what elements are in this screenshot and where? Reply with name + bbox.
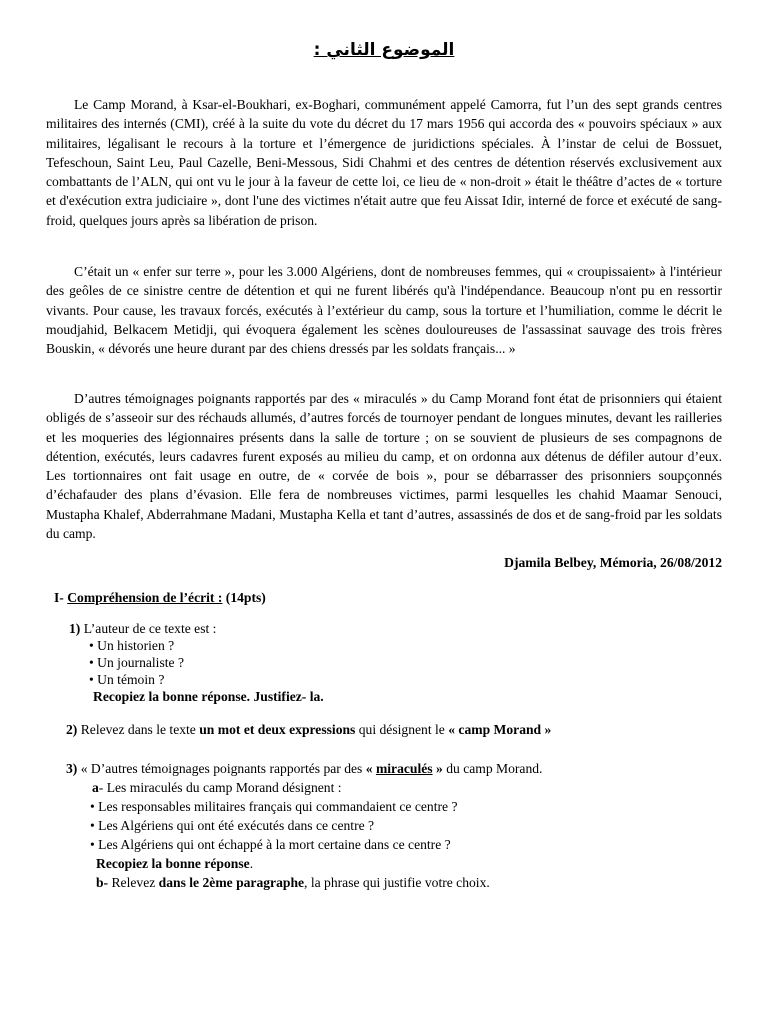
q3-option: • Les responsables militaires français qui commandaient ce centre ? — [90, 799, 458, 814]
q2-bold-b: « camp Morand » — [448, 722, 552, 737]
q2-bold-a: un mot et deux expressions — [199, 722, 356, 737]
q1-instruction: Recopiez la bonne réponse. Justifiez- la. — [93, 689, 324, 704]
q3-option: • Les Algériens qui ont été exécutés dans ce centre ? — [90, 818, 375, 833]
signature: Djamila Belbey, Mémoria, 26/08/2012 — [504, 555, 722, 570]
section-heading — [54, 588, 266, 607]
q3-b-text-b: , la phrase qui justifie votre choix. — [304, 875, 490, 890]
q3-quote-d: du camp Morand. — [442, 761, 543, 776]
q2-text-a: Relevez dans le texte — [77, 722, 200, 737]
q1-option: • Un historien ? — [89, 638, 175, 653]
q3-a-label: a — [92, 780, 99, 795]
q2-number: 2) — [66, 722, 78, 737]
section-title: Compréhension de l’écrit : — [67, 590, 223, 605]
question-1 — [69, 620, 324, 705]
q1-option: • Un journaliste ? — [89, 655, 184, 670]
q1-option: • Un témoin ? — [89, 672, 165, 687]
question-2 — [66, 720, 551, 739]
q1-number: 1) — [69, 621, 81, 636]
page-title: الموضوع الثاني : — [313, 40, 455, 60]
q3-b-label: b- — [96, 875, 109, 890]
question-3 — [66, 759, 542, 892]
q3-a-text: - Les miraculés du camp Morand désignent : — [98, 780, 342, 795]
q3-quote-word: miraculés — [375, 761, 433, 776]
paragraph-1: Le Camp Morand, à Ksar-el-Boukhari, ex-Boghari, communément appelé Camorra, fut l’un des sept grands centres militaires des internés (CMI), créé à la suite du vote du décret du 17 mars 1956 qui accorda des « pouvoirs spéciaux » aux militaires, légalisant le recours à la torture et l’émergence de juridictions spéciales. À l’instar de celui de Bossuet, Tefeschoun, Saint Leu, Paul Cazelle, Beni-Messous, Sidi Chahmi et des centres de détention réservés exclusivement aux combattants de l’ALN, qui ont vu le jour à la faveur de cette loi, ce lieu de « non-droit » était le théâtre d’actes de « torture et d'exécution extra judiciaire », dont l'une des victimes n'était autre que feu Aissat Idir, interné de force et exécuté de sang-froid, quelques jours après sa libération de prison. — [46, 97, 722, 228]
q3-quote-a: « D’autres témoignages poignants rapportés par des — [77, 761, 366, 776]
q3-quote-c: » — [432, 761, 443, 776]
paragraph-3: D’autres témoignages poignants rapportés par des « miraculés » du Camp Morand font état de prisonniers qui étaient obligés de s’asseoir sur des réchauds allumés, d’autres forcés de tournoyer pendant de longues minutes, devant les railleries et les moqueries des légionnaires présents dans la salle de torture ; on se souvient de plusieurs de ses compagnons de détention, exécutés, leurs cadavres furent exposés au milieu du camp, et on ordonna aux détenus de défiler autour d’eux. Les tortionnaires ont fait usage en outre, de « corvée de bois », pour se débarrasser des prisonniers soupçonnés d’échafauder des plans d’évasion. Elle fera de nombreuses victimes, parmi lesquelles les chahid Maamar Senouci, Mustapha Khalef, Abderrahmane Madani, Mustapha Kella et tant d’autres, assassinés de dos et de sang-froid par les soldats du camp. — [46, 391, 722, 542]
q1-prompt: L’auteur de ce texte est : — [80, 621, 217, 636]
q2-text-b: qui désignent le — [355, 722, 449, 737]
q3-quote-b: « — [365, 761, 376, 776]
q3-instruction: Recopiez la bonne réponse — [96, 856, 250, 871]
section-points: (14pts) — [222, 590, 266, 605]
q3-b-text-a: Relevez — [108, 875, 159, 890]
q3-number: 3) — [66, 761, 78, 776]
q3-instruction-end: . — [249, 856, 254, 871]
q3-b-bold: dans le 2ème paragraphe — [158, 875, 305, 890]
q3-option: • Les Algériens qui ont échappé à la mort certaine dans ce centre ? — [90, 837, 451, 852]
section-prefix: I- — [54, 590, 68, 605]
paragraph-2: C’était un « enfer sur terre », pour les 3.000 Algériens, dont de nombreuses femmes, qui « croupissaient» à l'intérieur des geôles de ce sinistre centre de détention et qui ne furent libérés qu'à l'indépendance. Beaucoup n'ont pu en ressortir vivants. Pour cause, les travaux forcés, exécutés à l’extérieur du camp, sous la torture et l’humiliation, comme le décrit le moudjahid, Belkacem Metidji, qui évoquera également les scènes douloureuses de l'assassinat sauvage des trois frères Bouskin, « dévorés une heure durant par des chiens dressés par les soldats français... » — [46, 264, 722, 357]
